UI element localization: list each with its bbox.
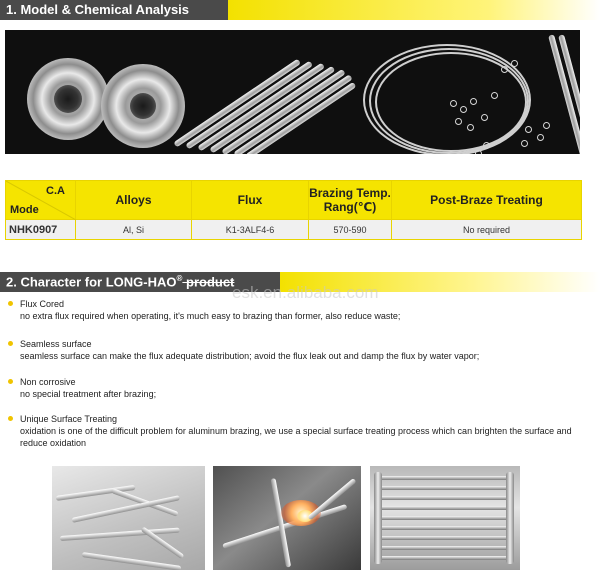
bullet-icon — [8, 301, 13, 306]
cell-temp: 570-590 — [309, 220, 392, 240]
section-title-model: 1. Model & Chemical Analysis — [6, 2, 190, 17]
section-header-model — [0, 0, 600, 20]
corner-mode-label: Mode — [10, 204, 39, 216]
bullet-icon — [8, 379, 13, 384]
bullet-icon — [8, 341, 13, 346]
photo-brazing-process — [213, 466, 361, 570]
header-alloys: Alloys — [76, 181, 192, 220]
photo-heat-exchanger — [370, 466, 520, 570]
cell-post: No required — [392, 220, 582, 240]
wire-spool-left — [27, 58, 109, 140]
table-corner-header — [6, 181, 76, 220]
feature-desc: seamless surface can make the flux adequate distribution; avoid the flux leak out and damp the flux by water vapor; — [20, 351, 480, 361]
feature-item — [8, 298, 593, 322]
table-header-row — [6, 181, 582, 220]
feature-desc: no special treatment after brazing; — [20, 389, 157, 399]
header-post-braze: Post-Braze Treating — [392, 181, 582, 220]
registered-mark: ® — [176, 274, 183, 283]
feature-title: Flux Cored — [20, 299, 65, 309]
header-brazing-temp: Brazing Temp. Rang(℃) — [309, 181, 392, 220]
feature-item — [8, 413, 593, 449]
product-banner-image — [5, 30, 580, 154]
spec-table — [5, 180, 582, 240]
feature-desc: oxidation is one of the difficult problem for aluminum brazing, we use a special surface treating process which can brighten the surface and reduce oxidation — [20, 426, 572, 448]
cell-flux: K1-3ALF4-6 — [192, 220, 309, 240]
bullet-icon — [8, 416, 13, 421]
table-row — [6, 220, 582, 240]
feature-title: Seamless surface — [20, 339, 92, 349]
feature-title: Non corrosive — [20, 377, 76, 387]
feature-title: Unique Surface Treating — [20, 414, 118, 424]
feature-item — [8, 376, 593, 400]
watermark-text: esk.en.alibaba.com — [232, 283, 379, 302]
feature-item — [8, 338, 593, 362]
header-flux: Flux — [192, 181, 309, 220]
photo-bent-tubes — [52, 466, 205, 570]
header-yellow-band — [228, 0, 600, 20]
cell-alloys: Al, Si — [76, 220, 192, 240]
cell-model: NHK0907 — [6, 220, 76, 240]
feature-desc: no extra flux required when operating, it's much easy to brazing than former, also reduce waste; — [20, 311, 401, 321]
wire-spool-right — [101, 64, 185, 148]
corner-ca-label: C.A — [46, 185, 65, 197]
section-title-character: 2. Character for LONG-HAO® product — [6, 274, 235, 290]
